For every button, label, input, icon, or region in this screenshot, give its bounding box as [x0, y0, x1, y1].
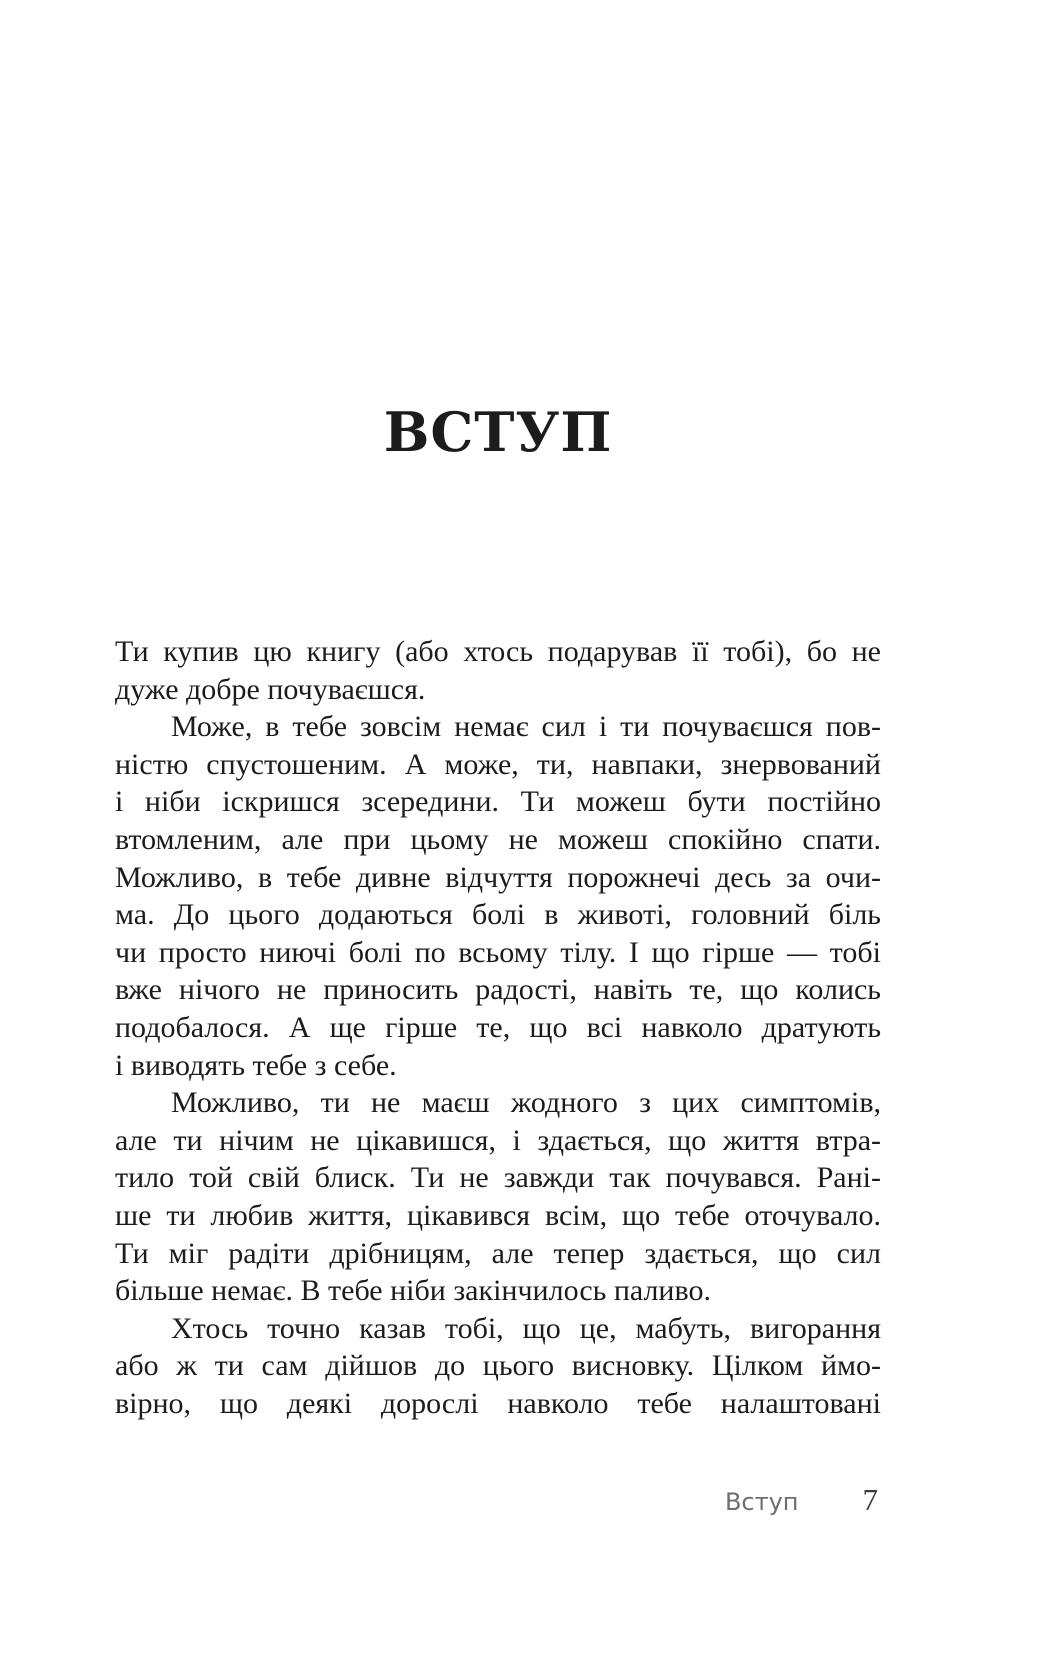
text-line: Може, в тебе зовсім немає сил і ти почуваєшся пов-: [171, 710, 881, 744]
text-line: Можливо, ти не маєш жодного з цих симптомів,: [171, 1086, 881, 1120]
text-line: тило той свій блиск. Ти не завжди так почувався. Рані-: [115, 1161, 881, 1195]
text-line: Хтось точно казав тобі, що це, мабуть, вигорання: [171, 1311, 881, 1345]
text-line: і виводять тебе з себе.: [115, 1048, 397, 1082]
text-line: але ти нічим не цікавишся, і здається, що життя втра-: [115, 1123, 881, 1157]
text-line: чи просто ниючі болі по всьому тілу. І що гірше — тобі: [115, 935, 881, 969]
text-line: ма. До цього додаються болі в животі, головний біль: [115, 898, 881, 932]
text-line: дуже добре почуваєшся.: [115, 672, 426, 706]
text-line: Ти міг радіти дрібницям, але тепер здається, що сил: [115, 1236, 881, 1270]
footer-section-label: Вступ: [724, 1488, 799, 1516]
footer-page-number: 7: [862, 1482, 878, 1517]
text-line: втомленим, але при цьому не можеш спокійно спати.: [115, 822, 881, 856]
text-line: вже нічого не приносить радості, навіть те, що колись: [115, 973, 881, 1007]
text-line: більше немає. В тебе ніби закінчилось паливо.: [115, 1274, 711, 1308]
text-line: Ти купив цю книгу (або хтось подарував її тобі), бо не: [115, 635, 881, 668]
text-line: подобалося. А ще гірше те, що всі навколо дратують: [115, 1010, 881, 1044]
body-text: [115, 633, 881, 1422]
text-line: або ж ти сам дійшов до цього висновку. Цілком ймо-: [115, 1349, 881, 1383]
text-line: ністю спустошеним. А може, ти, навпаки, знервований: [115, 747, 881, 781]
text-line: ше ти любив життя, цікавився всім, що тебе оточувало.: [115, 1198, 881, 1232]
page-footer: [725, 1482, 878, 1518]
chapter-heading: ВСТУП: [383, 400, 613, 465]
text-line: і ніби іскришся зсередини. Ти можеш бути постійно: [115, 785, 881, 819]
text-line: вірно, що деякі дорослі навколо тебе налаштовані: [115, 1386, 881, 1420]
text-line: Можливо, в тебе дивне відчуття порожнечі десь за очи-: [115, 860, 881, 894]
